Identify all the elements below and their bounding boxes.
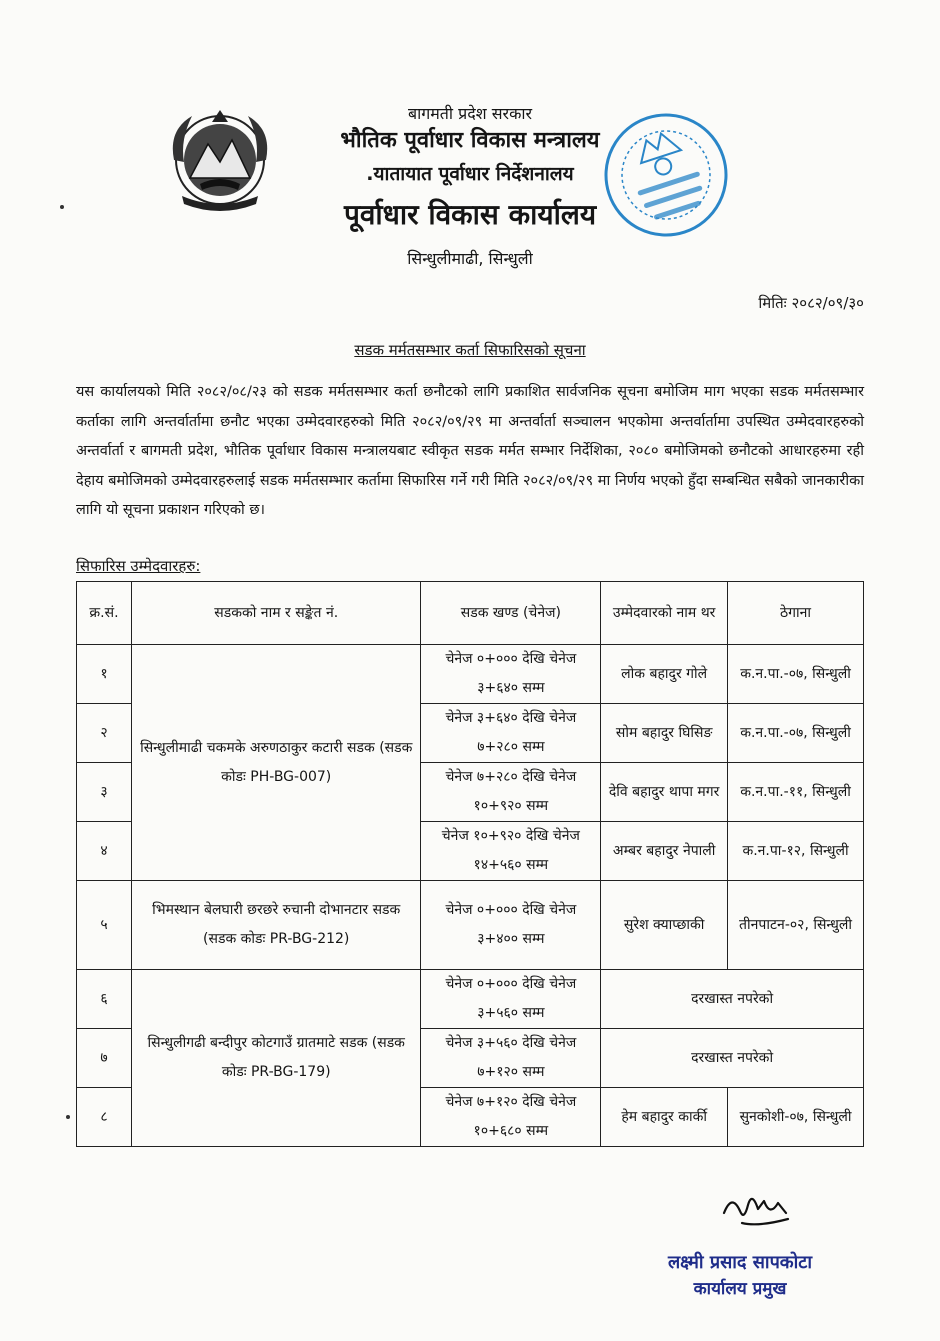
notice-date: मितिः २०८२/०९/३० <box>758 294 864 312</box>
officer-name: लक्ष्मी प्रसाद सापकोटा <box>667 1252 813 1273</box>
scan-speck <box>66 1115 70 1119</box>
header-sn: क्र.सं. <box>77 582 132 645</box>
section-cell: चेनेज ७+२८० देखि चेनेज १०+९२० सम्म <box>421 763 601 822</box>
section-cell: चेनेज १०+९२० देखि चेनेज १४+५६० सम्म <box>421 822 601 881</box>
office-location: सिन्धुलीमाढी, सिन्धुली <box>407 249 533 268</box>
row-sn: ८ <box>77 1088 132 1147</box>
scan-speck <box>60 205 64 209</box>
candidate-cell: सोम बहादुर घिसिङ <box>601 704 728 763</box>
office-title: पूर्वाधार विकास कार्यालय <box>343 198 597 231</box>
row-sn: ३ <box>77 763 132 822</box>
row-sn: ७ <box>77 1029 132 1088</box>
notice-title <box>0 340 940 360</box>
row-sn: ४ <box>77 822 132 881</box>
no-application-cell: दरखास्त नपरेको <box>601 970 864 1029</box>
header-address: ठेगाना <box>728 582 864 645</box>
row-sn: ६ <box>77 970 132 1029</box>
notice-body: यस कार्यालयको मिति २०८२/०८/२३ को सडक मर्मतसम्भार कर्ता छनौटको लागि प्रकाशित सार्वजनिक सूचना बमोजिम माग भएका सडक मर्मतसम्भार कर्ताका लागि अन्तर्वार्तामा छनौट भएका उम्मेदवारहरुको मिति २०८२/०९/२९ मा अन्तर्वार्ता सञ्चालन भएकोमा अन्तर्वार्तामा उपस्थित उम्मेदवारहरुको अन्तर्वार्ता र बागमती प्रदेश, भौतिक पूर्वाधार विकास मन्त्रालयबाट स्वीकृत सडक मर्मत सम्भार निर्देशिका, २०८० बमोजिमको छनौटको आधारहरुमा रही देहाय बमोजिमको उम्मेदवारहरुलाई सडक मर्मतसम्भार कर्तामा सिफारिस गर्ने गरी मिति २०८२/०९/२९ मा निर्णय भएको हुँदा सम्बन्धित सबैको जानकारीका लागि यो सूचना प्रकाशन गरिएको छ। <box>76 384 864 518</box>
candidate-cell: देवि बहादुर थापा मगर <box>601 763 728 822</box>
directorate-line: .यातायात पूर्वाधार निर्देशनालय <box>366 163 574 185</box>
officer-stamp <box>620 1250 860 1299</box>
table-row <box>77 970 864 1029</box>
candidate-cell: सुरेश क्याप्छाकी <box>601 881 728 970</box>
section-cell: चेनेज ०+००० देखि चेनेज ३+४०० सम्म <box>421 881 601 970</box>
row-sn: ५ <box>77 881 132 970</box>
table-header-row <box>77 582 864 645</box>
table-row <box>77 645 864 704</box>
section-cell: चेनेज ०+००० देखि चेनेज ३+५६० सम्म <box>421 970 601 1029</box>
government-line: बागमती प्रदेश सरकार <box>407 104 533 123</box>
section-cell: चेनेज ३+५६० देखि चेनेज ७+१२० सम्म <box>421 1029 601 1088</box>
notice-title-text: सडक मर्मतसम्भार कर्ता सिफारिसको सूचना <box>354 341 586 359</box>
office-seal-icon <box>592 100 740 250</box>
address-cell: सुनकोशी-०७, सिन्धुली <box>728 1088 864 1147</box>
road-name-cell: सिन्धुलीमाढी चकमके अरुणठाकुर कटारी सडक (सडक कोडः PH-BG-007) <box>131 645 421 881</box>
candidate-cell: हेम बहादुर कार्की <box>601 1088 728 1147</box>
address-cell: क.न.पा-१२, सिन्धुली <box>728 822 864 881</box>
header-section: सडक खण्ड (चेनेज) <box>421 582 601 645</box>
recommendation-table <box>76 581 864 1147</box>
address-cell: क.न.पा.-११, सिन्धुली <box>728 763 864 822</box>
row-sn: १ <box>77 645 132 704</box>
header-candidate: उम्मेदवारको नाम थर <box>601 582 728 645</box>
address-cell: क.न.पा.-०७, सिन्धुली <box>728 645 864 704</box>
address-cell: क.न.पा.-०७, सिन्धुली <box>728 704 864 763</box>
no-application-cell: दरखास्त नपरेको <box>601 1029 864 1088</box>
section-cell: चेनेज ७+१२० देखि चेनेज १०+६८० सम्म <box>421 1088 601 1147</box>
header-road: सडकको नाम र सङ्केत नं. <box>131 582 421 645</box>
recommended-candidates-heading: सिफारिस उम्मेदवारहरु: <box>76 557 201 575</box>
signature-icon <box>718 1183 796 1231</box>
table-row <box>77 881 864 970</box>
road-name-cell: सिन्धुलीगढी बन्दीपुर कोटगाउँ ग्रातमाटे सडक (सडक कोडः PR-BG-179) <box>131 970 421 1147</box>
candidate-cell: लोक बहादुर गोले <box>601 645 728 704</box>
section-cell: चेनेज ३+६४० देखि चेनेज ७+२८० सम्म <box>421 704 601 763</box>
row-sn: २ <box>77 704 132 763</box>
officer-designation: कार्यालय प्रमुख <box>693 1279 787 1299</box>
road-name-cell: भिमस्थान बेलघारी छरछरे रुचानी दोभानटार सडक (सडक कोडः PR-BG-212) <box>131 881 421 970</box>
ministry-line: भौतिक पूर्वाधार विकास मन्त्रालय <box>340 128 600 153</box>
address-cell: तीनपाटन-०२, सिन्धुली <box>728 881 864 970</box>
section-cell: चेनेज ०+००० देखि चेनेज ३+६४० सम्म <box>421 645 601 704</box>
candidate-cell: अम्बर बहादुर नेपाली <box>601 822 728 881</box>
